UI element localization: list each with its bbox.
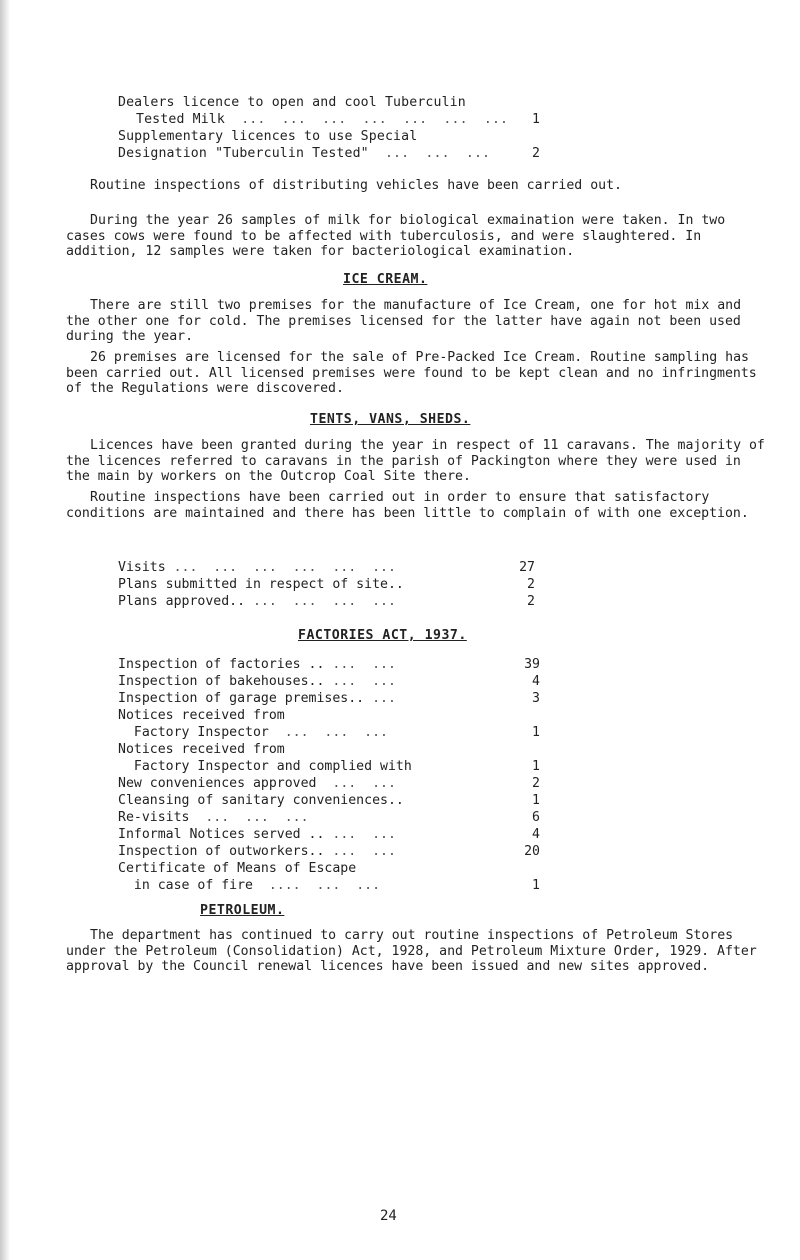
factories-row	[118, 725, 388, 741]
factories-row	[118, 708, 285, 724]
factories-row-value: 4	[532, 827, 540, 842]
row-dots: ... ...	[324, 674, 396, 689]
dealers-line-3: Supplementary licences to use Special	[118, 129, 418, 144]
factories-row-value: 20	[524, 844, 540, 859]
routine-vehicles-paragraph: Routine inspections of distributing vehicles have been carried out.	[90, 178, 622, 193]
factories-row	[118, 691, 396, 707]
tents-row-visits-value: 27	[519, 560, 535, 575]
row-label: in case of fire	[118, 878, 253, 893]
factories-row-value: 1	[532, 725, 540, 740]
factories-row	[118, 674, 396, 690]
page-number: 24	[380, 1208, 397, 1224]
factories-row	[118, 657, 396, 673]
row-label: Informal Notices served ..	[118, 827, 325, 842]
row-dots: ... ...	[316, 776, 396, 791]
dealers-line-2-label: Tested Milk	[136, 112, 225, 127]
tents-row-plans-submitted-value: 2	[527, 577, 535, 592]
row-dots: ... ... ...	[189, 810, 309, 825]
row-dots: ... ...	[324, 827, 396, 842]
row-label: Notices received from	[118, 708, 285, 723]
factories-row	[118, 759, 412, 775]
factories-row	[118, 861, 356, 877]
row-label: Cleansing of sanitary conveniences..	[118, 793, 404, 808]
row-label: Visits	[118, 560, 166, 575]
dealers-line-4	[118, 146, 490, 162]
tents-row-visits	[118, 560, 396, 576]
tents-row-plans-approved-value: 2	[527, 594, 535, 609]
factories-row	[118, 810, 309, 826]
tents-heading: TENTS, VANS, SHEDS.	[310, 412, 471, 427]
factories-row-value: 3	[532, 691, 540, 706]
factories-row	[118, 878, 380, 894]
dealers-line-2-dots: ... ... ... ... ... ... ...	[241, 112, 509, 127]
factories-heading: FACTORIES ACT, 1937.	[298, 628, 467, 643]
factories-row-value: 1	[532, 759, 540, 774]
row-dots: ... ... ...	[268, 725, 388, 740]
ice-cream-paragraph-2: 26 premises are licensed for the sale of Pre-Packed Ice Cream. Routine sampling has been carried out. All licensed premises were found to be kept clean and no infringments of the Regulations were discovered.	[66, 350, 757, 396]
factories-row-value: 4	[532, 674, 540, 689]
row-label: Inspection of outworkers..	[118, 844, 325, 859]
tents-row-plans-submitted	[118, 577, 404, 593]
row-dots: ...	[364, 691, 396, 706]
row-label: Re-visits	[118, 810, 190, 825]
petroleum-heading: PETROLEUM.	[200, 903, 285, 918]
row-label: Plans approved..	[118, 594, 246, 609]
factories-row	[118, 844, 396, 860]
factories-row	[118, 776, 396, 792]
factories-row-value: 6	[532, 810, 540, 825]
ice-cream-paragraph-1: There are still two premises for the manufacture of Ice Cream, one for hot mix and the other one for cold. The premises licensed for the latter have again not been used during the year.	[66, 298, 742, 344]
factories-row-value: 2	[532, 776, 540, 791]
factories-row-value: 1	[532, 793, 540, 808]
row-dots: ... ...	[324, 844, 396, 859]
tents-row-plans-approved	[118, 594, 396, 610]
dealers-line-4-value: 2	[532, 146, 540, 161]
tents-paragraph-1: Licences have been granted during the year in respect of 11 caravans. The majority of the licences referred to caravans in the parish of Packington where they were used in the main by workers on the Outcrop Coal Site there.	[66, 438, 765, 484]
samples-paragraph: During the year 26 samples of milk for biological exmaination were taken. In two cases cows were found to be affected with tuberculosis, and were slaughtered. In addition, 12 samples were taken for bacteriological examination.	[66, 213, 726, 259]
dealers-line-4-dots: ... ... ...	[384, 146, 491, 161]
ice-cream-heading: ICE CREAM.	[343, 272, 428, 287]
scan-edge-shadow	[0, 0, 10, 1260]
petroleum-paragraph: The department has continued to carry out routine inspections of Petroleum Stores under the Petroleum (Consolidation) Act, 1928, and Petroleum Mixture Order, 1929. After approval by the Council renewal licences have been issued and new sites approved.	[66, 928, 757, 974]
row-label: Plans submitted in respect of site..	[118, 577, 404, 592]
row-label: Inspection of bakehouses..	[118, 674, 325, 689]
row-label: Factory Inspector	[118, 725, 269, 740]
factories-row-value: 39	[524, 657, 540, 672]
dealers-line-2-value: 1	[532, 112, 540, 127]
dealers-line-4-label: Designation "Tuberculin Tested"	[118, 146, 369, 161]
row-label: Inspection of garage premises..	[118, 691, 365, 706]
row-label: New conveniences approved	[118, 776, 317, 791]
factories-row-value: 1	[532, 878, 540, 893]
row-label: Factory Inspector and complied with	[118, 759, 412, 774]
row-dots: ... ... ... ...	[245, 594, 396, 609]
factories-row	[118, 827, 396, 843]
row-label: Certificate of Means of Escape	[118, 861, 357, 876]
tents-paragraph-2: Routine inspections have been carried out in order to ensure that satisfactory conditions are maintained and there has been little to complain of with one exception.	[66, 490, 749, 521]
row-dots: .... ... ...	[252, 878, 381, 893]
row-label: Notices received from	[118, 742, 285, 757]
row-dots: ... ... ... ... ... ...	[165, 560, 396, 575]
factories-row	[118, 742, 285, 758]
dealers-line-1: Dealers licence to open and cool Tuberculin	[118, 95, 466, 110]
row-dots: ... ...	[324, 657, 396, 672]
dealers-line-2	[136, 112, 508, 128]
factories-row	[118, 793, 404, 809]
row-label: Inspection of factories ..	[118, 657, 325, 672]
